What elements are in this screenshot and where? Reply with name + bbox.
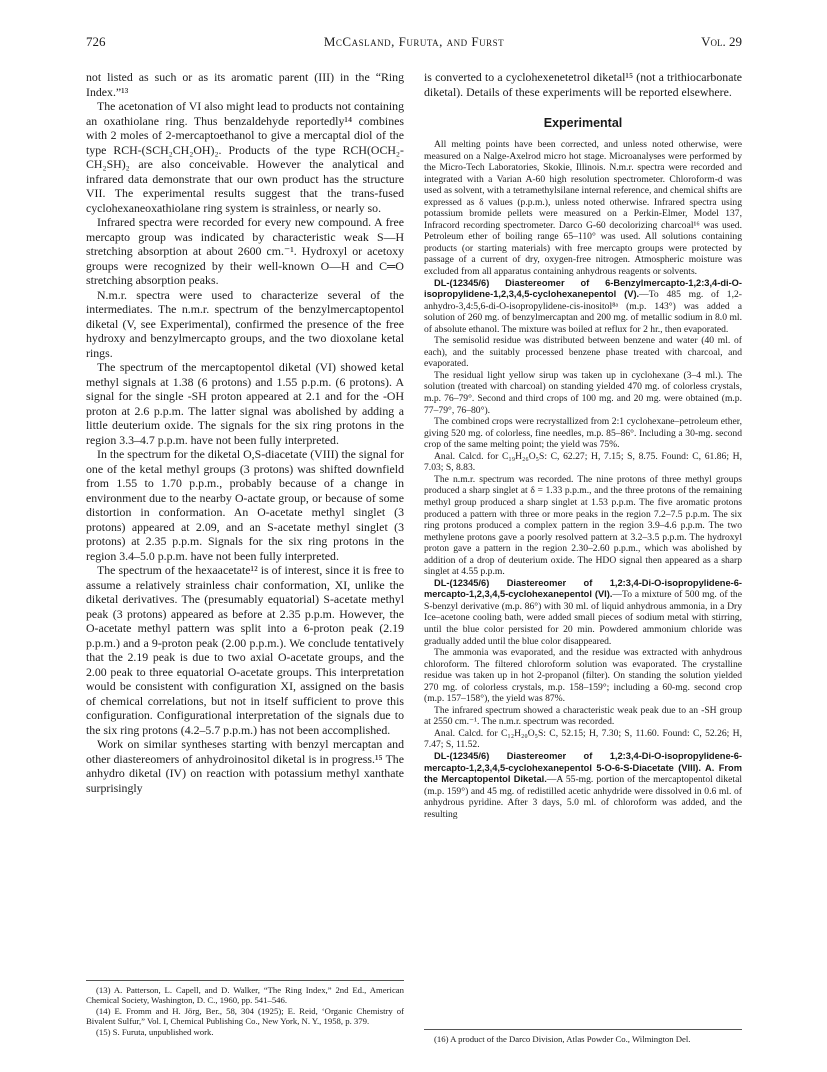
body-paragraph: is converted to a cyclohexenetetrol diketal¹⁵ (not a trithiocarbonate diketal). Details of these experiments will be reported elsewhere. [424, 70, 742, 99]
body-paragraph: N.m.r. spectra were used to characterize several of the intermediates. The n.m.r. spectrum of the benzylmercaptopentol diketal (V, see Experimental), confirmed the presence of the free hydroxy and benzylmercapto groups, and the two dioxolane ketal rings. [86, 287, 404, 360]
experimental-paragraph: The semisolid residue was distributed between benzene and water (40 ml. of each), and the suitably processed benzene phase treated with charcoal, and evaporated. [424, 335, 742, 370]
compound-v-procedure [424, 278, 742, 336]
body-paragraph: not listed as such or as its aromatic parent (III) in the “Ring Index.”¹³ [86, 70, 404, 99]
experimental-general: All melting points have been corrected, and unless noted otherwise, were measured on a Nalge-Axelrod micro hot stage. Microanalyses were performed by the Micro-Tech Laboratories, Skokie, Illinois. N.m.r. spectra were recorded and integrated with a Varian A-60 high resolution spectrometer. Chloroform-d was used as solvent, with a tetramethylsilane internal reference, and chemical shifts are expressed as δ values (p.p.m.), unless noted otherwise. Infrared spectra using potassium bromide pellets were measured on a Perkin-Elmer, Model 137, Infracord recording spectrometer. Darco G-60 decolorizing charcoal¹⁶ was used. Petroleum ether of boiling range 65–110° was used. All solutions containing products (or starting materials) with free mercapto groups were protected by passage of a current of dry, oxygen-free nitrogen. Atmospheric moisture was excluded from all apparatus containing anhydrous reagents or solvents. [424, 139, 742, 278]
body-paragraph: Infrared spectra were recorded for every new compound. A free mercapto group was indicated by characteristic weak S—H stretching absorption at about 2600 cm.⁻¹. Hydroxyl or acetoxy groups were recognized by their well-known O—H and C═O stretching absorption peaks. [86, 215, 404, 287]
experimental-paragraph: The infrared spectrum showed a characteristic weak peak due to an -SH group at 2550 cm.⁻¹. The n.m.r. spectrum was recorded. [424, 704, 742, 728]
volume-label: Vol. 29 [701, 34, 742, 49]
experimental-paragraph: The combined crops were recrystallized from 2:1 cyclohexane–petroleum ether, giving 520 mg. of colorless, fine needles, m.p. 85–86°. Including a 30-mg. second crop of the same melting point; the yield was 75%. [424, 416, 742, 451]
compound-viii-procedure [424, 751, 742, 820]
page-number: 726 [86, 34, 106, 49]
section-heading-experimental: Experimental [543, 116, 623, 130]
compound-v-text: —To 485 mg. of 1,2-anhydro-3,4:5,6-di-O-isopropylidene-cis-inositol⁸ᵃ (m.p. 143°) was added a solution of 260 mg. of benzylmercaptan and 200 mg. of metallic sodium in 8.0 ml. of absolute ethanol. The mixture was boiled at reflux for 2 hr., then evaporated. [424, 289, 742, 335]
running-title: McCasland, Furuta, and Furst [323, 34, 505, 49]
compound-v-lead: DL-(12345/6) Diastereomer of 6-Benzylmercapto-1,2:3,4-di-O-isopropylidene-1,2,3,4,5-cyclohexanepentol (V). [424, 277, 742, 300]
body-paragraph: In the spectrum for the diketal O,S-diacetate (VIII) the signal for one of the ketal methyl groups (3 protons) was shifted downfield from 1.55 to 1.70 p.p.m., probably because of a change in environment due to the nearby O-actate group, or because of some distortion in conformation. An O-acetate methyl singlet (3 protons) appeared at 2.09, and an S-acetate methyl singlet (3 protons) at 2.35 p.p.m. Signals for the six ring protons in the region 3.4–5.0 p.p.m. have not been fully interpreted. [86, 447, 404, 563]
right-footnotes [424, 1029, 742, 1044]
footnote-13: (13) A. Patterson, L. Capell, and D. Walker, “The Ring Index,” 2nd Ed., American Chemical Society, Washington, D. C., 1960, pp. 541–546. [86, 985, 404, 1006]
experimental-paragraph: The residual light yellow sirup was taken up in cyclohexane (3–4 ml.). The solution (treated with charcoal) on standing yielded 470 mg. of colorless crystals, m.p. 76–79°. Second and third crops of 100 mg. and 20 mg. were obtained (m.p. 77–79°, 76–80°). [424, 369, 742, 416]
page-header [86, 34, 742, 52]
body-paragraph: The acetonation of VI also might lead to products not containing an oxathiolane ring. Thus benzaldehyde reportedly¹⁴ combines with 2 moles of 2-mercaptoethanol to give a mercaptal diol of the type RCH-(SCH₂CH₂OH)₂. Products of the type RCH(OCH₂-CH₂SH)₂ are also conceivable. However the analytical and infrared data demonstrate that our own product has the structure VII. The experimental results suggest that the trans-fused cyclohexaneoxathiolane ring system is strainless, or nearly so. [86, 99, 404, 215]
analysis-paragraph: Anal. Calcd. for C₁₂H₂₀O₅S: C, 52.15; H, 7.30; S, 11.60. Found: C, 52.26; H, 7.47; S, 11.52. [424, 727, 742, 751]
body-paragraph: The spectrum of the mercaptopentol diketal (VI) showed ketal methyl signals at 1.38 (6 protons) and 1.55 p.p.m. (6 protons). A signal for the single -SH proton appeared at 2.1 and for the -OH proton at 2.6 p.p.m. The latter signal was abolished by adding a little deuterium oxide. The signals for the six ring protons in the region 3.3–4.7 p.p.m. have not been fully interpreted. [86, 360, 404, 447]
experimental-paragraph: The ammonia was evaporated, and the residue was extracted with anhydrous chloroform. The filtered chloroform solution was evaporated. The crystalline residue was taken up in hot 2-propanol (filter). On standing the solution yielded 270 mg. of colorless crystals, m.p. 158–159°; including a 60-mg. second crop (m.p. 157–158°), the yield was 87%. [424, 647, 742, 705]
compound-vi-lead: DL-(12345/6) Diastereomer of 1,2:3,4-Di-O-isopropylidene-6-mercapto-1,2,3,4,5-cyclohexanepentol (VI). [424, 577, 742, 600]
body-paragraph: Work on similar syntheses starting with benzyl mercaptan and other diastereomers of anhydroinositol diketal is in progress.¹⁵ The anhydro diketal (IV) on reaction with potassium methyl xanthate surprisingly [86, 737, 404, 795]
compound-viii-text: —A 55-mg. portion of the mercaptopentol diketal (m.p. 159°) and 45 mg. of redistilled acetic anhydride were dissolved in 0.6 ml. of anhydrous pyridine. After 3 days, 5.0 ml. of chloroform was added, and the resulting [424, 774, 742, 820]
footnote-16: (16) A product of the Darco Division, Atlas Powder Co., Wilmington Del. [434, 1034, 691, 1044]
left-column [86, 70, 404, 795]
analysis-paragraph: Anal. Calcd. for C₁₉H₂₆O₅S: C, 62.27; H, 7.15; S, 8.75. Found: C, 61.86; H, 7.03; S, 8.83. [424, 450, 742, 474]
footnote-15: (15) S. Furuta, unpublished work. [96, 1026, 214, 1037]
compound-vi-text: —To a mixture of 500 mg. of the S-benzyl derivative (m.p. 86°) with 30 ml. of liquid anhydrous ammonia, in a Dry Ice–acetone cooling bath, were added small pieces of sodium metal with stirring, until the blue color persisted for 20 min. Powdered ammonium chloride was gradually added until the blue color disappeared. [424, 589, 742, 647]
experimental-paragraph: The n.m.r. spectrum was recorded. The nine protons of three methyl groups produced a sharp singlet at δ = 1.33 p.p.m., and the three protons of the remaining methyl group produced a sharp singlet at 1.53 p.p.m. The five aromatic protons produced a pattern with three or more peaks in the region 7.2–7.5 p.p.m. The six ring protons produced a complex pattern in the region 3.9–4.6 p.p.m. The two methylene protons gave a poorly resolved pattern at 3.2–3.5 p.p.m. The hydroxyl proton gave a pattern in the region 2.30–2.60 p.p.m., which was abolished by addition of a drop of deuterium oxide. The HDO signal then appeared as a sharp singlet at 4.55 p.p.m. [424, 473, 742, 578]
right-column [424, 70, 742, 820]
left-footnotes [86, 980, 404, 1037]
footnote-14: (14) E. Fromm and H. Jörg, Ber., 58, 304 (1925); E. Reid, ‘Organic Chemistry of Bivalent Sulfur,” Vol. I, Chemical Publishing Co., New York, N. Y., 1958, p. 379. [86, 1005, 404, 1027]
compound-vi-procedure [424, 578, 742, 647]
body-paragraph: The spectrum of the hexaacetate¹² is of interest, since it is free to assume a relatively strainless chair conformation, XI, unlike the diketal derivatives. The (presumably equatorial) S-acetate methyl peak (3 protons) appeared as before at 2.35 p.p.m. However, the O-acetate methyl pattern was split into a 6-proton peak (2.19 p.p.m.) and a 9-proton peak (2.00 p.p.m.). We conclude tentatively that the 2.19 peak is due to two axial O-acetate groups, and the 2.00 peak to three equatorial O-acetate groups. This interpretation would be consistent with configuration XI, assigned on the basis of chemical correlations, but not in itself sufficient to prove this configuration. Configurational interpretation of the signals due to the six ring protons (4.2–5.7 p.p.m.) has not been accomplished. [86, 563, 404, 737]
compound-viii-lead: DL-(12345/6) Diastereomer of 1,2:3,4-Di-O-isopropylidene-6-mercapto-1,2,3,4,5-cyclohexanepentol 5-O-6-S-Diacetate (VIII). A. From the Mercaptopentol Diketal. [424, 750, 742, 785]
